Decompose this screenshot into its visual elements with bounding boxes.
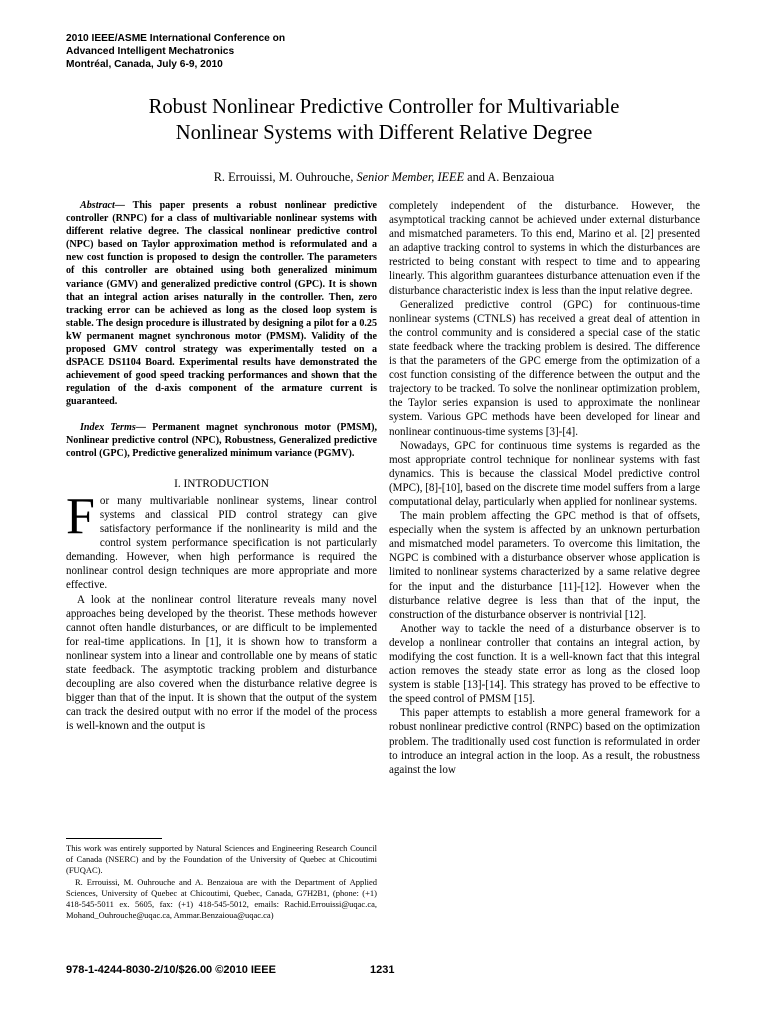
right-column — [389, 199, 700, 777]
left-column — [66, 199, 377, 733]
title-line-1: Robust Nonlinear Predictive Controller for Multivariable — [148, 96, 620, 118]
index-terms — [66, 421, 377, 460]
author-line — [60, 170, 708, 185]
footnote-affiliation: R. Errouissi, M. Ouhrouche and A. Benzaioua are with the Department of Applied Sciences, University of Quebec at Chicoutimi, Quebec, Canada, G7H2B1, (phone: (+1) 418-545-5011 ex. 5605, fax: (+1) 418-545-5012, emails: Rachid.Errouissi@uqac.ca, Mohand_Ouhrouche@uqac.ca, Ammar.Benzaioua@uqac.ca) — [66, 876, 377, 921]
right-paragraph-6: This paper attempts to establish a more general framework for a robust nonlinear predictive control (RNPC) based on the optimization problem. The traditionally used cost function is reformulated in order to introduce an integral action in the loop. As a result, the robustness against the low — [389, 707, 700, 776]
isbn-copyright: 978-1-4244-8030-2/10/$26.00 ©2010 IEEE — [66, 964, 276, 976]
index-terms-lead: Index Terms — [80, 421, 136, 433]
intro-paragraph-1-text: or many multivariable nonlinear systems, linear control systems and classical PID control strategy can give satisfactory performance if the nonlinearity is mild and the control system performance specification is not particularly demanding. However, when high performance is required the nonlinear control design techniques are more appropriate and more effective. — [66, 494, 377, 592]
abstract-dash: — — [114, 200, 133, 211]
conference-line-3: Montréal, Canada, July 6-9, 2010 — [66, 59, 223, 70]
author-rest: and A. Benzaioua — [467, 170, 555, 184]
right-paragraph-1: completely independent of the disturbance. However, the asymptotical tracking cannot be achieved under external disturbance and mismatched parameters. To this end, Marino et al. [2] presented an adaptive tracking control to systems in which the disturbances are restricted to being constant with respect to time and to appearing linearly. This algorithm guarantees disturbance attenuation even if the disturbance characteristic index is less than the input relative degree. — [389, 200, 700, 297]
footnote-funding: This work was entirely supported by Natural Sciences and Engineering Research Council of Canada (NSERC) and by the Foundation of the University of Quebec at Chicoutimi (FUQAC). — [66, 843, 377, 876]
page-number: 1231 — [370, 964, 395, 976]
abstract-text: This paper presents a robust nonlinear predictive controller (RNPC) for a class of multivariable nonlinear systems with different relative degree. The classical nonlinear predictive control (NPC) based on Taylor approximation method is reformulated and a new cost function is proposed to design the controller. The parameters of this controller are obtained using both generalized minimum variance (GMV) and generalized predictive control (GPC). It is shown that an integral action arises naturally in the controller. Then, zero tracking error can be achieved as long as the closed loop system is stable. The design procedure is illustrated by designing a pilot for a 0.25 kW permanent magnet synchronous motor (PMSM). Validity of the proposed GMV control strategy was experimentally tested on a dSPACE DS1104 Board. Experimental results have demonstrated the achievement of good speed tracking performances and shown that the regulation of the d-axis component of the armature current is guaranteed. — [66, 200, 378, 408]
right-paragraph-2: Generalized predictive control (GPC) for continuous-time nonlinear systems (CTNLS) has received a great deal of attention in the control community and is considered a special case of the static state feedback where the tracking problem is desired. The difference is that the parameters of the GPC emerge from the optimization of a cost function consisting of the difference between the output and the trajectory to be tracked. To solve the nonlinear optimization problem, the Taylor series expansion is used to approximate the nonlinear system. Various GPC methods have been developed for linear and nonlinear continuous-time systems [3]-[4]. — [389, 298, 700, 438]
intro-paragraph-2: A look at the nonlinear control literature reveals many novel approaches being developed by the theorist. These methods however cannot often handle disturbances, or are difficult to be implemented for real-time applications. In [1], it is shown how to transform a nonlinear system into a linear and controllable one by means of static state feedback. The asymptotic tracking problem and disturbance decoupling are also covered when the disturbance relative degree is bigger than that of the input. It is shown that the output of the system can track the desired output with no error if the model of the process is well-known and the output is — [66, 593, 377, 733]
conference-header — [66, 32, 285, 71]
conference-line-1: 2010 IEEE/ASME International Conference on — [66, 33, 286, 44]
conference-line-2: Advanced Intelligent Mechatronics — [66, 46, 235, 57]
abstract — [66, 199, 377, 409]
author-names: R. Errouissi, M. Ouhrouche, — [213, 170, 354, 184]
drop-cap: F — [66, 487, 95, 545]
index-terms-text: Permanent magnet synchronous motor (PMSM), Nonlinear predictive control (NPC), Robustness, Generalized predictive control (GPC), Predictive generalized minimum variance (PGMV). — [66, 421, 377, 459]
section-heading-introduction: I. INTRODUCTION — [174, 477, 269, 490]
right-paragraph-5: Another way to tackle the need of a disturbance observer is to develop a nonlinear controller that contains an integral action, by modifying the cost function. It is a well-known fact that this integral action removes the steady state error as long as the closed loop system is stable [13]-[14]. This strategy has proved to be effective to the speed control of PMSM [15]. — [389, 622, 700, 706]
paper-title — [60, 94, 708, 146]
intro-paragraph-1 — [66, 487, 377, 593]
index-terms-dash: — — [135, 421, 153, 433]
right-paragraph-4: The main problem affecting the GPC method is that of offsets, especially when the system is affected by an unknown perturbation and mismatched model parameters. To overcome this limitation, the NGPC is combined with a disturbance observer whose application is limited to nonlinear systems characterized by a same relative degree for the input and the disturbance [11]-[12]. However when the disturbance relative degree is less than that of the input, the construction of the disturbance observer is nontrivial [12]. — [389, 510, 700, 621]
right-paragraph-3: Nowadays, GPC for continuous time systems is regarded as the most appropriate control technique for nonlinear systems with fast dynamics. This is because the classical Model predictive control (MPC), [8]-[10], based on the discrete time model suffers from a large computational delay, particularly when applied for nonlinear systems. — [389, 439, 700, 508]
abstract-lead: Abstract — [80, 200, 115, 211]
footnote — [66, 838, 377, 921]
author-role: Senior Member, IEEE — [356, 170, 465, 184]
title-line-2: Nonlinear Systems with Different Relative Degree — [175, 122, 593, 144]
footnote-rule — [66, 838, 162, 839]
